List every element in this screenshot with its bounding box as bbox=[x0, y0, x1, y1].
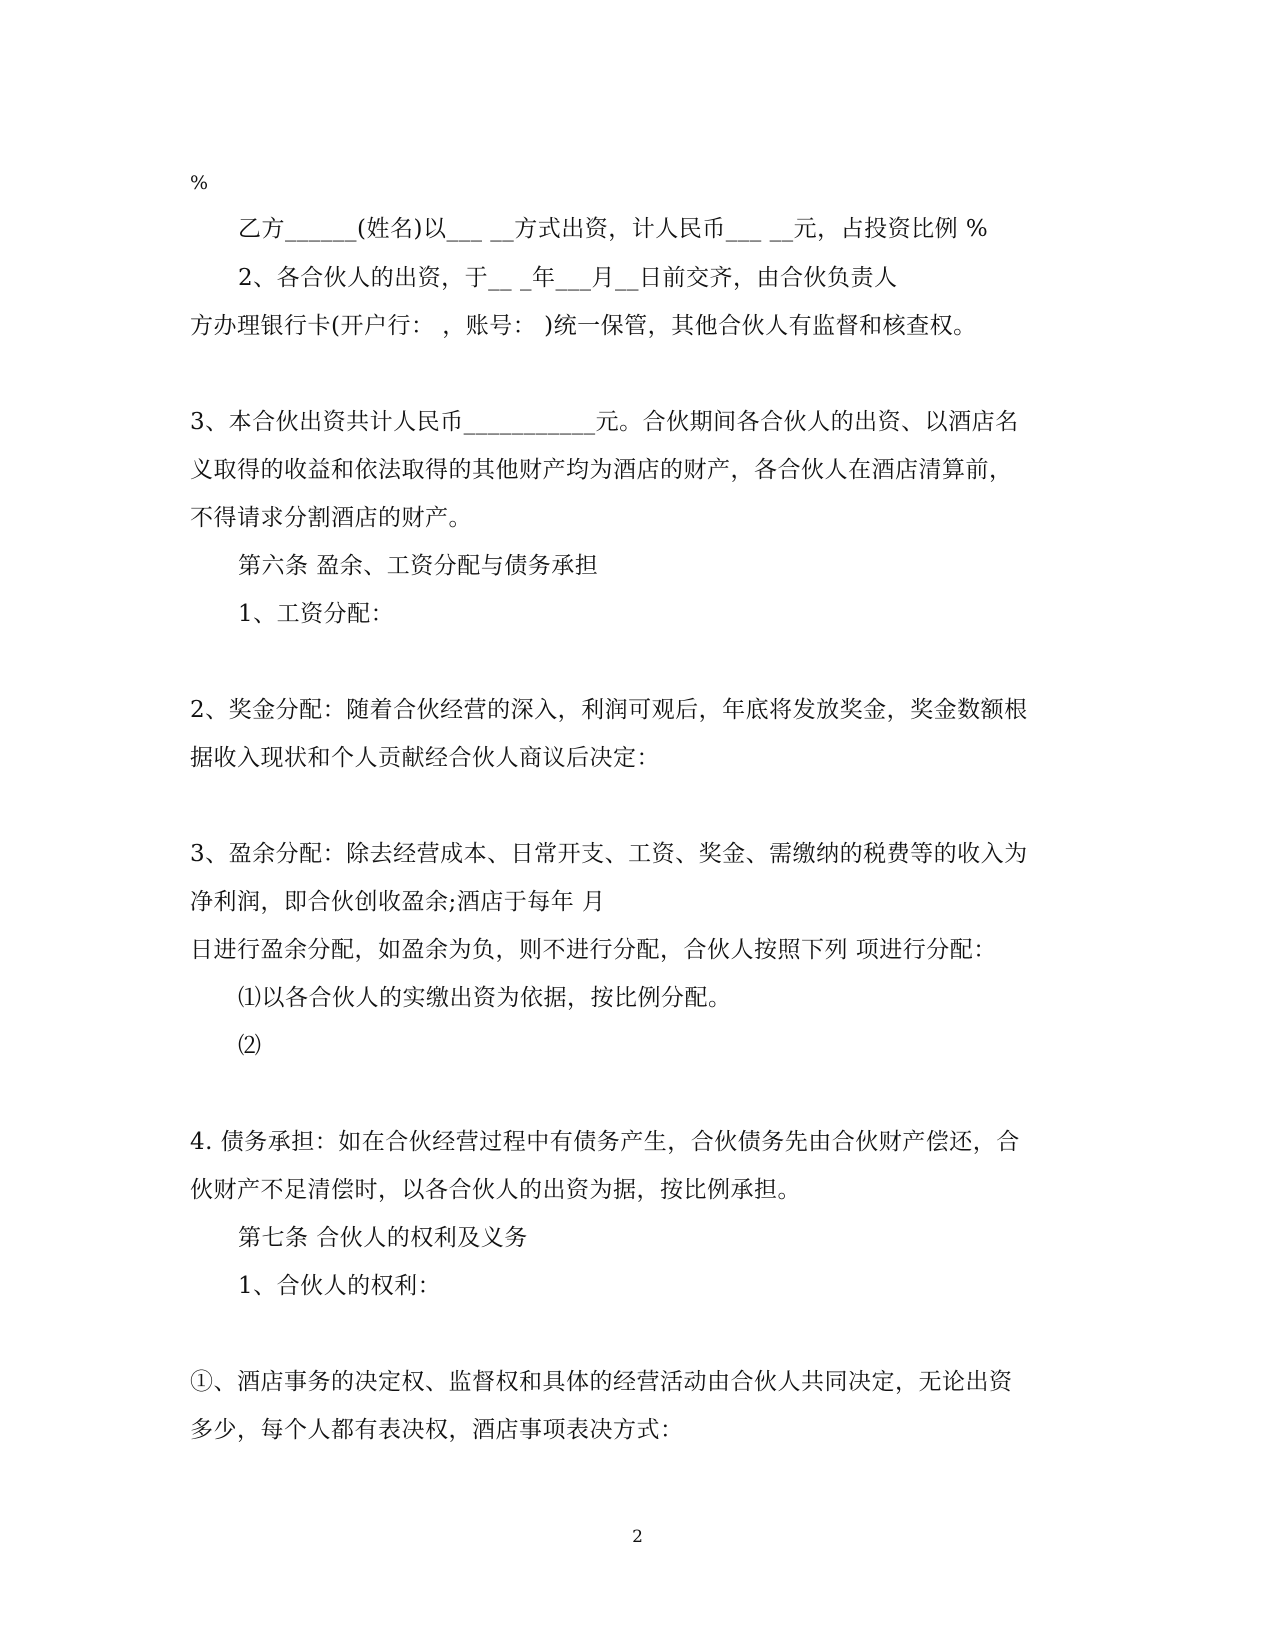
surplus-distribution-cont2: 日进行盈余分配，如盈余为负，则不进行分配，合伙人按照下列 项进行分配： bbox=[190, 937, 997, 963]
decision-rights-cont: 多少，每个人都有表决权，酒店事项表决方式： bbox=[190, 1417, 684, 1443]
percent-fragment: % bbox=[190, 172, 209, 194]
total-capital-clause: 3、本合伙出资共计人民币___________元。合伙期间各合伙人的出资、以酒店名 bbox=[190, 409, 1019, 435]
total-capital-clause-cont2: 不得请求分割酒店的财产。 bbox=[190, 505, 472, 531]
surplus-item-1: ⑴以各合伙人的实缴出资为依据，按比例分配。 bbox=[238, 985, 732, 1011]
article-6-heading: 第六条 盈余、工资分配与债务承担 bbox=[238, 553, 599, 579]
surplus-distribution-cont1: 净利润，即合伙创收盈余;酒店于每年 月 bbox=[190, 889, 606, 915]
salary-distribution: 1、工资分配： bbox=[238, 601, 395, 627]
bonus-distribution-cont: 据收入现状和个人贡献经合伙人商议后决定： bbox=[190, 745, 660, 771]
bank-account-clause: 方办理银行卡(开户行： ，账号： )统一保管，其他合伙人有监督和核查权。 bbox=[190, 313, 977, 339]
debt-bearing-cont: 伙财产不足清偿时，以各合伙人的出资为据，按比例承担。 bbox=[190, 1177, 801, 1203]
contribution-deadline: 2、各合伙人的出资，于__ _年___月__日前交齐，由合伙负责人 bbox=[238, 265, 898, 291]
partner-rights: 1、合伙人的权利： bbox=[238, 1273, 442, 1299]
page-number: 2 bbox=[632, 1527, 643, 1547]
total-capital-clause-cont1: 义取得的收益和依法取得的其他财产均为酒店的财产，各合伙人在酒店清算前， bbox=[190, 457, 1013, 483]
surplus-distribution: 3、盈余分配：除去经营成本、日常开支、工资、奖金、需缴纳的税费等的收入为 bbox=[190, 841, 1028, 867]
party-b-contribution: 乙方______(姓名)以___ __方式出资，计人民币___ __元，占投资比例 % bbox=[238, 216, 989, 242]
bonus-distribution: 2、奖金分配：随着合伙经营的深入，利润可观后，年底将发放奖金，奖金数额根 bbox=[190, 697, 1028, 723]
article-7-heading: 第七条 合伙人的权利及义务 bbox=[238, 1225, 528, 1251]
debt-bearing: 4. 债务承担：如在合伙经营过程中有债务产生，合伙债务先由合伙财产偿还，合 bbox=[190, 1129, 1020, 1155]
surplus-item-2: ⑵ bbox=[238, 1033, 262, 1059]
decision-rights: ①、酒店事务的决定权、监督权和具体的经营活动由合伙人共同决定，无论出资 bbox=[190, 1369, 1013, 1395]
